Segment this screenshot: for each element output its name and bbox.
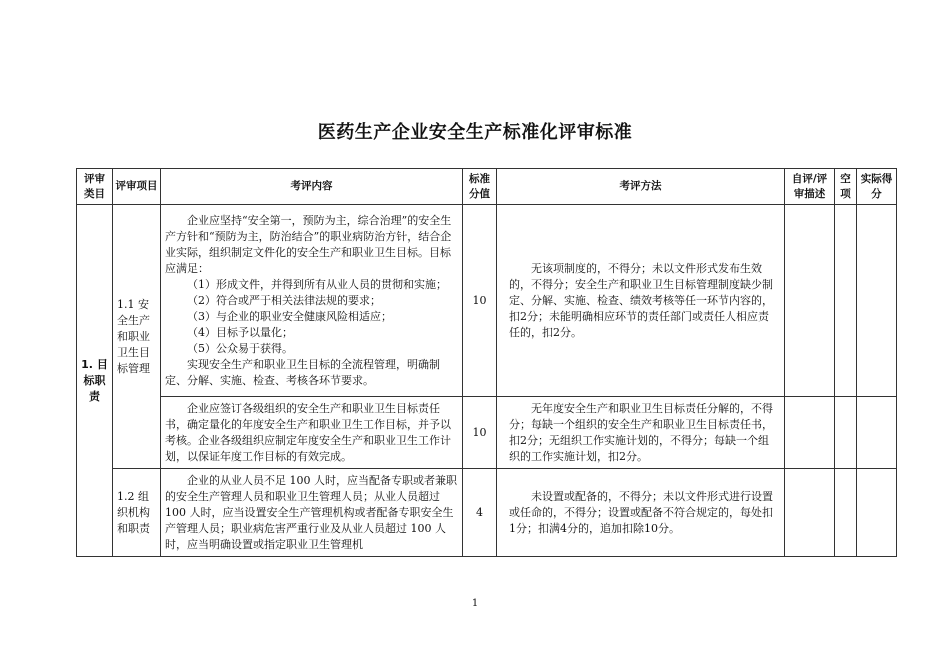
- content-cell: 企业应签订各级组织的安全生产和职业卫生目标责任书，确定量化的年度安全生产和职业卫生工作目标，并予以考核。企业各级组织应制定年度安全生产和职业卫生工作计划，以保证年度工作目标的有效完成。: [161, 397, 463, 469]
- header-self-eval: 自评/评审描述: [785, 169, 835, 205]
- score-cell: 4: [463, 469, 497, 557]
- content-cell: [161, 205, 463, 397]
- actual-score-cell[interactable]: [857, 205, 897, 397]
- header-category: 评审类目: [77, 169, 113, 205]
- header-method: 考评方法: [497, 169, 785, 205]
- self-eval-cell[interactable]: [785, 205, 835, 397]
- blank-cell[interactable]: [835, 205, 857, 397]
- score-cell: 10: [463, 205, 497, 397]
- table-row: [77, 397, 897, 469]
- table-row: [77, 205, 897, 397]
- list-item: （3）与企业的职业安全健康风险相适应；: [187, 309, 392, 323]
- list-item: （5）公众易于获得。: [187, 341, 293, 355]
- blank-cell[interactable]: [835, 469, 857, 557]
- category-cell: 1. 目标职责: [77, 205, 113, 557]
- table-header-row: [77, 169, 897, 205]
- header-blank: 空项: [835, 169, 857, 205]
- self-eval-cell[interactable]: [785, 469, 835, 557]
- blank-cell[interactable]: [835, 397, 857, 469]
- evaluation-table: [76, 168, 897, 557]
- header-score: 标准分值: [463, 169, 497, 205]
- header-content: 考评内容: [161, 169, 463, 205]
- header-actual: 实际得分: [857, 169, 897, 205]
- method-cell: 未设置或配备的，不得分；未以文件形式进行设置或任命的，不得分；设置或配备不符合规定的，每处扣1分；扣满4分的，追加扣除10分。: [497, 469, 785, 557]
- list-item: （1）形成文件，并得到所有从业人员的贯彻和实施；: [187, 277, 447, 291]
- document-title: 医药生产企业安全生产标准化评审标准: [317, 122, 633, 143]
- method-cell: 无年度安全生产和职业卫生目标责任分解的，不得分；每缺一个组织的安全生产和职业卫生目标责任书，扣2分；无组织工作实施计划的，不得分；每缺一个组织的工作实施计划，扣2分。: [497, 397, 785, 469]
- content-intro: 企业应坚持“安全第一，预防为主，综合治理”的安全生产方针和“预防为主，防治结合”的职业病防治方针，结合企业实际，组织制定文件化的安全生产和职业卫生目标。目标应满足：: [165, 213, 452, 275]
- item-cell: 1.2 组织机构和职责: [113, 469, 161, 557]
- score-cell: 10: [463, 397, 497, 469]
- table-row: [77, 469, 897, 557]
- method-cell: 无该项制度的，不得分；未以文件形式发布生效的，不得分；安全生产和职业卫生目标管理制度缺少制定、分解、实施、检查、绩效考核等任一环节内容的，扣2分；未能明确相应环节的责任部门或责任人相应责任的，扣2分。: [497, 205, 785, 397]
- self-eval-cell[interactable]: [785, 397, 835, 469]
- content-end: 实现安全生产和职业卫生目标的全流程管理，明确制定、分解、实施、检查、考核各环节要求。: [165, 357, 440, 387]
- list-item: （4）目标予以量化；: [187, 325, 293, 339]
- list-item: （2）符合或严于相关法律法规的要求；: [187, 293, 381, 307]
- page-number: 1: [471, 598, 479, 609]
- header-item: 评审项目: [113, 169, 161, 205]
- item-cell: 1.1 安全生产和职业卫生目标管理: [113, 205, 161, 469]
- content-cell: 企业的从业人员不足 100 人时，应当配备专职或者兼职的安全生产管理人员和职业卫生管理人员；从业人员超过 100 人时，应当设置安全生产管理机构或者配备专职安全生产管理人员；职业病危害严重行业及从业人员超过 100 人时，应当明确设置或指定职业卫生管理机: [161, 469, 463, 557]
- actual-score-cell[interactable]: [857, 397, 897, 469]
- actual-score-cell[interactable]: [857, 469, 897, 557]
